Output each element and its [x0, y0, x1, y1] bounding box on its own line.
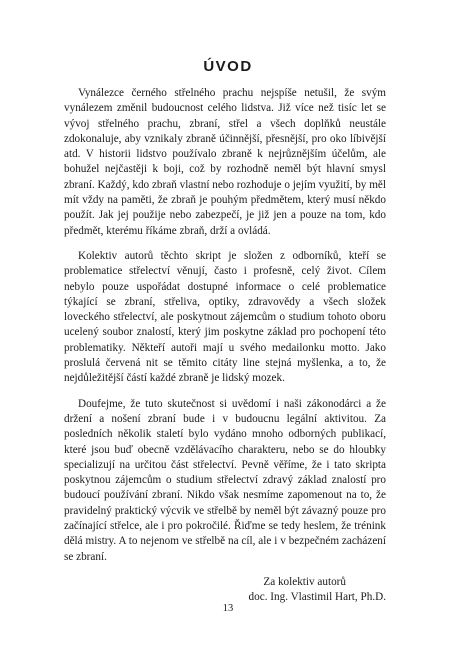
body-text [64, 86, 386, 606]
page-title: ÚVOD [203, 58, 253, 75]
page-number: 13 [222, 603, 234, 614]
paragraph-1: Vynálezce černého střelného prachu nejspíše netušil, že svým vynálezem změnil budoucnost celého lidstva. Již více než tisíc let se vývoj střelného prachu, zbraní, střel a všech doplňků neustále zdokonaluje, aby vznikaly zbraně účinnější, přesnější, pro oko líbivější atd. V historii lidstvo používalo zbraně k nejrůznějším účelům, ale bohužel nejčastěji k boji, což by rozhodně neměl být hlavní smysl zbraní. Každý, kdo zbraň vlastní nebo rozhoduje o jejím využití, by měl mít vždy na paměti, že zbraň je pouhým předmětem, který musí někdo použít. Jak jej použije nebo zabezpečí, je již jen a pouze na tom, kdo předmět, kterému říkáme zbraň, drží a ovládá. [64, 87, 386, 237]
paragraph-2: Kolektiv autorů těchto skript je složen z odborníků, kteří se problematice střelectví věnují, často i profesně, celý život. Cílem nebylo pouze uspořádat dostupné informace o celé problematice týkající se zbraní, střeliva, optiky, zdravovědy a všech složek loveckého střelectví, ale poskytnout zájemcům o studium tohoto oboru ucelený soubor znalostí, který jim poskytne základ pro pochopení této problematiky. Někteří autoři mají u svého medailonku motto. Jako proslulá červená nit se těmito citáty line stejná myšlenka, a to, že nejdůležitější částí každé zbraně je lidský mozek. [64, 249, 386, 385]
signature-line-1: Za kolektiv autorů [263, 575, 346, 588]
paragraph-3: Doufejme, že tuto skutečnost si uvědomí i naši zákonodárci a že držení a nošení zbraní bude i v budoucnu legální aktivitou. Za posledních několik staletí bylo vydáno mnoho odborných publikací, které jsou buď obecně vzdělávacího charakteru, nebo se do hloubky specializují na určitou část střelectví. Pevně věříme, že i tato skripta poskytnou zájemcům o studium střelectví zdravý základ znalostí pro budoucí používání zbraní. Nikdo však nesmíme zapomenout na to, že pravidelný praktický výcvik ve střelbě by neměl být závazný pouze pro začínající střelce, ale i pro pokročilé. Řiďme se tedy heslem, že trénink dělá mistry. A to nejenom ve střelbě na cíl, ale i v bezpečném zacházení se zbraní. [64, 397, 386, 563]
signature-block [64, 575, 386, 606]
signature-line-2: doc. Ing. Vlastimil Hart, Ph.D. [248, 591, 386, 604]
